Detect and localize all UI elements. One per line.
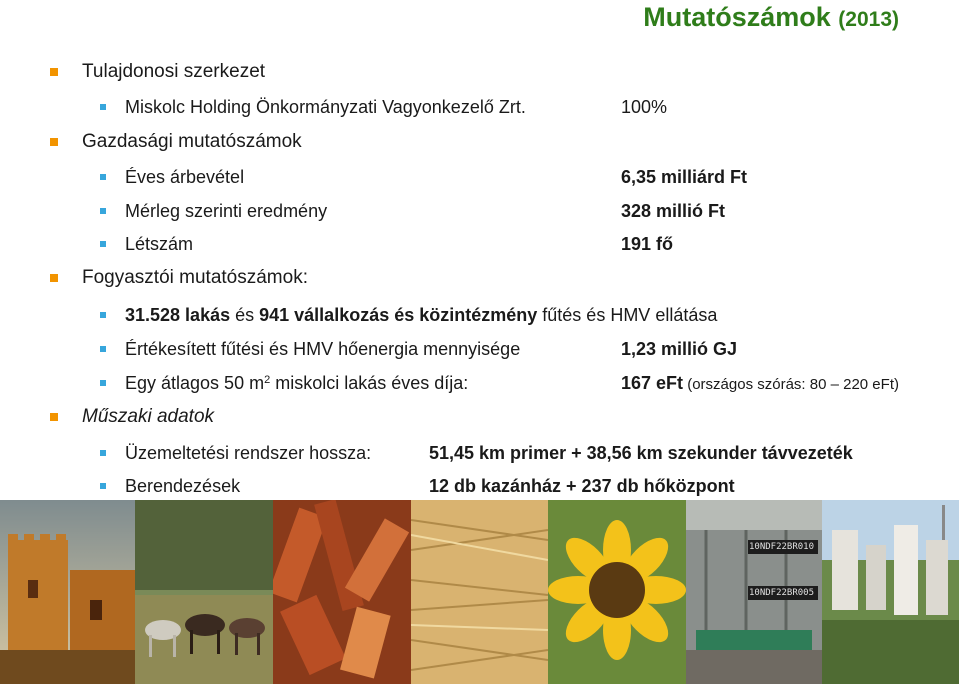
wood-chips-photo [273, 500, 411, 684]
title-year: (2013) [838, 8, 899, 31]
technical-heading: Műszaki adatok [82, 406, 215, 427]
bullet-square-icon [100, 104, 106, 110]
businesses-count: 941 vállalkozás és közintézmény [259, 305, 538, 325]
bullet-square-icon [100, 346, 106, 352]
city-photo [822, 500, 959, 684]
page-title: Mutatószámok (2013) [643, 2, 899, 32]
equipment-label: Berendezések [125, 476, 241, 496]
equipment-value: 12 db kazánház + 237 db hőközpont [429, 476, 735, 496]
revenue-label: Éves árbevétel [125, 167, 245, 187]
bullet-square-icon [100, 312, 106, 318]
fee-row [0, 371, 959, 395]
bullet-square-icon [50, 68, 58, 76]
staff-row [0, 232, 959, 256]
ownership-heading-row [0, 60, 959, 84]
fee-label: Egy átlagos 50 $m^2$ miskolci lakás éves díja: [125, 373, 469, 393]
result-row [0, 199, 959, 223]
fee-value: 167 eFt (országos szórás: 80 – 220 eFt) [621, 373, 899, 393]
bullet-square-icon [100, 483, 106, 489]
staff-label: Létszám [125, 234, 194, 254]
energy-value: 1,23 millió GJ [621, 339, 738, 359]
network-row [0, 441, 959, 465]
photo-strip [0, 500, 959, 684]
energy-label: Értékesített fűtési és HMV hőenergia mennyisége [125, 339, 521, 359]
result-label: Mérleg szerinti eredmény [125, 201, 328, 221]
revenue-row [0, 165, 959, 189]
economic-heading-row [0, 130, 959, 154]
castle-photo [0, 500, 135, 684]
sunflower-photo [548, 500, 686, 684]
bullet-square-icon [100, 380, 106, 386]
equipment-row [0, 474, 959, 498]
supply-row [0, 303, 959, 327]
bullet-square-icon [100, 450, 106, 456]
fee-note: (országos szórás: 80 – 220 eFt) [683, 376, 899, 393]
bullet-square-icon [100, 208, 106, 214]
bullet-square-icon [50, 138, 58, 146]
straw-photo [411, 500, 548, 684]
network-value: 51,45 km primer + 38,56 km szekunder távvezeték [429, 443, 853, 463]
technical-heading-row [0, 405, 959, 429]
supply-text: 31.528 lakás és 941 vállalkozás és közintézmény fűtés és HMV ellátása [125, 305, 718, 325]
horses-photo [135, 500, 273, 684]
households-count: 31.528 lakás [125, 305, 231, 325]
consumer-heading: Fogyasztói mutatószámok: [82, 267, 308, 288]
bullet-square-icon [100, 241, 106, 247]
staff-value: 191 fő [621, 234, 674, 254]
plant-label-1: 10NDF22BR010 [749, 542, 815, 552]
network-label: Üzemeltetési rendszer hossza: [125, 443, 372, 463]
energy-row [0, 337, 959, 361]
result-value: 328 millió Ft [621, 201, 726, 221]
bullet-square-icon [50, 413, 58, 421]
bullet-square-icon [50, 274, 58, 282]
ownership-heading: Tulajdonosi szerkezet [82, 61, 266, 82]
revenue-value: 6,35 milliárd Ft [621, 167, 748, 187]
plant-label-2: 10NDF22BR005 [749, 588, 815, 598]
bullet-square-icon [100, 174, 106, 180]
owner-label: Miskolc Holding Önkormányzati Vagyonkezelő Zrt. [125, 97, 526, 117]
consumer-heading-row [0, 266, 959, 290]
economic-heading: Gazdasági mutatószámok [82, 131, 302, 152]
owner-value: 100% [621, 97, 668, 117]
owner-row [0, 95, 959, 119]
boiler-plant-photo [686, 500, 822, 684]
